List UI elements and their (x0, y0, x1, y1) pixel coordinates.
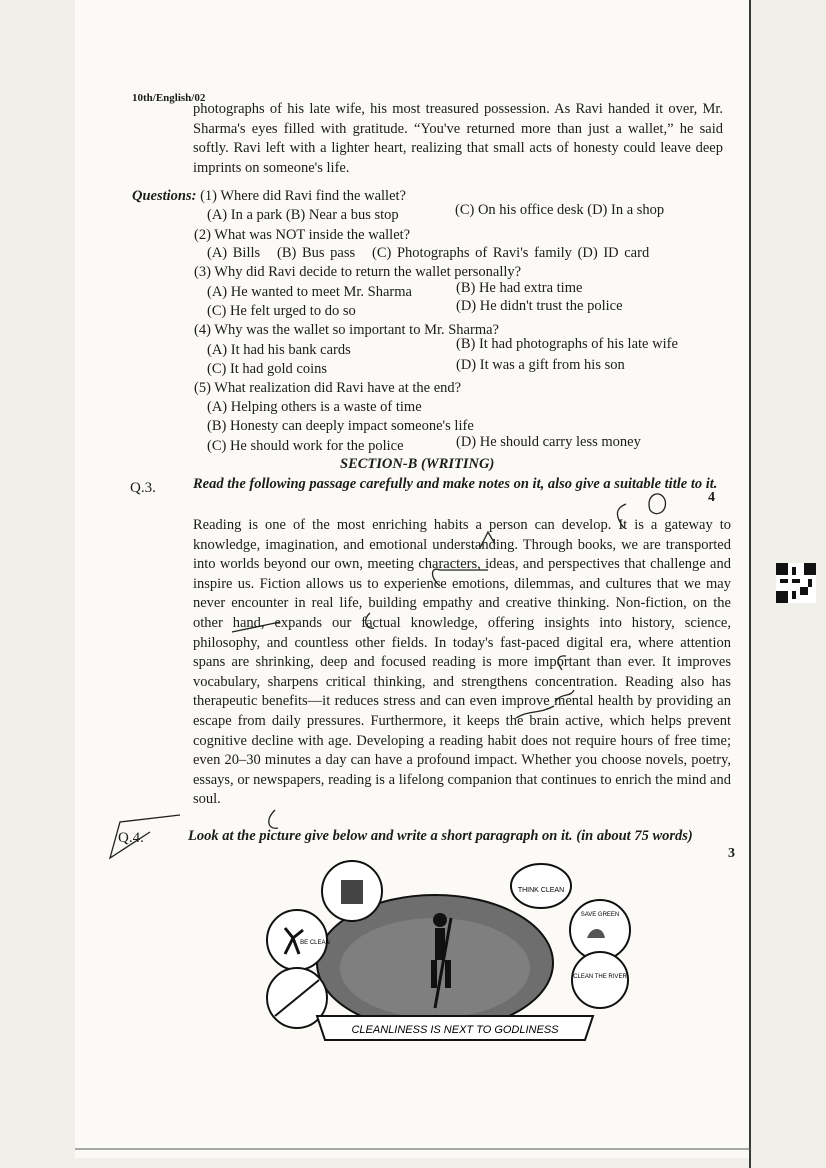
cleanliness-picture (255, 858, 627, 1048)
q5-option-b: (B) Honesty can deeply impact someone's life (207, 418, 474, 434)
question-1-stem: (1) Where did Ravi find the wallet? (200, 188, 406, 204)
pen-mark (433, 569, 489, 586)
q4-option-d: (D) It was a gift from his son (456, 357, 625, 373)
dustbin-icon (341, 880, 363, 904)
q1-options-right (455, 201, 664, 221)
q3-passage: Reading is one of the most enriching habits a person can develop. It is a gateway to knowledge, imagination, and emotional understanding. Through books, we are transported into worlds beyond our own, meeting characters, ideas, and perspectives that challenge and inspire us. Fiction allows us to experience emotions, dilemmas, and cultures that we may never encounter in real life, building empathy and creative thinking. Non-fiction, on the other hand, expands our factual knowledge, offering insights into history, science, philosophy, and countless other fields. In today's fast-paced digital era, where attention spans are shrinking, deep and focused reading is more important than ever. It improves vocabulary, sharpens critical thinking, and strengthens concentration. Reading also has therapeutic benefits—it reduces stress and can even improve mental health by providing an escape from daily pressures. Furthermore, it keeps the brain active, which helps prevent cognitive decline with age. Developing a reading habit does not require hours of free time; even 20–30 minutes a day can have a profound impact. Whether you choose novels, poetry, essays, or newspapers, reading is a lifelong companion that continues to enrich the mind and soul. (193, 517, 731, 808)
q3-option-a: (A) He wanted to meet Mr. Sharma (207, 284, 412, 300)
q2-options (207, 244, 649, 264)
clean-river-label: CLEAN THE RIVER (573, 974, 627, 980)
q4-number: Q.4. (118, 830, 144, 846)
question-3-stem: (3) Why did Ravi decide to return the wallet personally? (194, 264, 522, 280)
q1-option-c: (C) On his office desk (455, 202, 584, 218)
q3-number: Q.3. (130, 480, 156, 496)
q4-option-c: (C) It had gold coins (207, 361, 328, 377)
pen-mark (617, 504, 626, 528)
q3-option-d: (D) He didn't trust the police (456, 298, 623, 314)
paper-code: 10th/English/02 (132, 92, 206, 104)
figure-leg (431, 960, 437, 988)
banner-text: CLEANLINESS IS NEXT TO GODLINESS (351, 1024, 559, 1036)
figure-head (433, 913, 447, 927)
pen-mark (649, 494, 665, 514)
q3-option-c: (C) He felt urged to do so (207, 303, 356, 319)
q1-option-d: (D) In a shop (587, 202, 665, 218)
pen-mark (558, 656, 566, 670)
pen-mark (480, 532, 495, 548)
questions-label: Questions: (132, 188, 197, 204)
pen-mark (232, 622, 280, 632)
q2-option-a: (A) Bills (207, 245, 261, 261)
q3-option-b: (B) He had extra time (456, 280, 583, 296)
pen-mark (269, 810, 278, 828)
passage-end-text: photographs of his late wife, his most treasured possession. As Ravi handed it over, Mr. Sharma's eyes filled with gratitude. “You've returned more than just a wallet,” he said softly. Ravi left with a lighter heart, realizing that small acts of honesty could leave deep imprints on someone's life. (193, 101, 723, 176)
be-clean-label: BE CLEAN (300, 940, 330, 946)
page-edge (749, 0, 751, 1168)
question-1 (132, 187, 406, 207)
q4-option-a: (A) It had his bank cards (207, 342, 351, 358)
q4-marks: 3 (728, 846, 735, 861)
q2-option-d: (D) ID card (577, 245, 650, 261)
pen-mark (366, 613, 374, 628)
q5-option-a: (A) Helping others is a waste of time (207, 399, 422, 415)
think-clean-label: THINK CLEAN (517, 887, 565, 894)
q4-option-b: (B) It had photographs of his late wife (456, 336, 678, 352)
q3-instruction: Read the following passage carefully and make notes on it, also give a suitable title to it. (193, 476, 718, 492)
think-clean-circle (511, 864, 571, 908)
q5-option-d: (D) He should carry less money (456, 434, 641, 450)
q2-option-c: (C) Photographs of Ravi's family (372, 245, 572, 261)
section-b-heading: SECTION-B (WRITING) (340, 456, 495, 472)
pen-mark (516, 706, 554, 718)
q4-instruction: Look at the picture give below and write a short paragraph on it. (in about 75 words) (188, 828, 693, 844)
figure-leg (445, 960, 451, 988)
pen-tick (110, 815, 180, 858)
q3-marks: 4 (708, 490, 715, 505)
page-bottom-edge (75, 1148, 751, 1150)
q1-option-a: (A) In a park (207, 207, 283, 223)
question-4-stem: (4) Why was the wallet so important to Mr. Sharma? (194, 322, 499, 338)
question-2-stem: (2) What was NOT inside the wallet? (194, 227, 411, 243)
pen-mark (555, 690, 574, 702)
q2-option-b: (B) Bus pass (277, 245, 356, 261)
save-green-label: SAVE GREEN (580, 912, 620, 918)
pen-annotations (100, 470, 740, 870)
q5-option-c: (C) He should work for the police (207, 438, 404, 454)
q1-option-b: (B) Near a bus stop (285, 207, 399, 223)
question-5-stem: (5) What realization did Ravi have at the end? (194, 380, 462, 396)
q1-options-left (207, 206, 399, 226)
clean-river-circle (572, 952, 628, 1008)
qr-code (776, 563, 816, 603)
